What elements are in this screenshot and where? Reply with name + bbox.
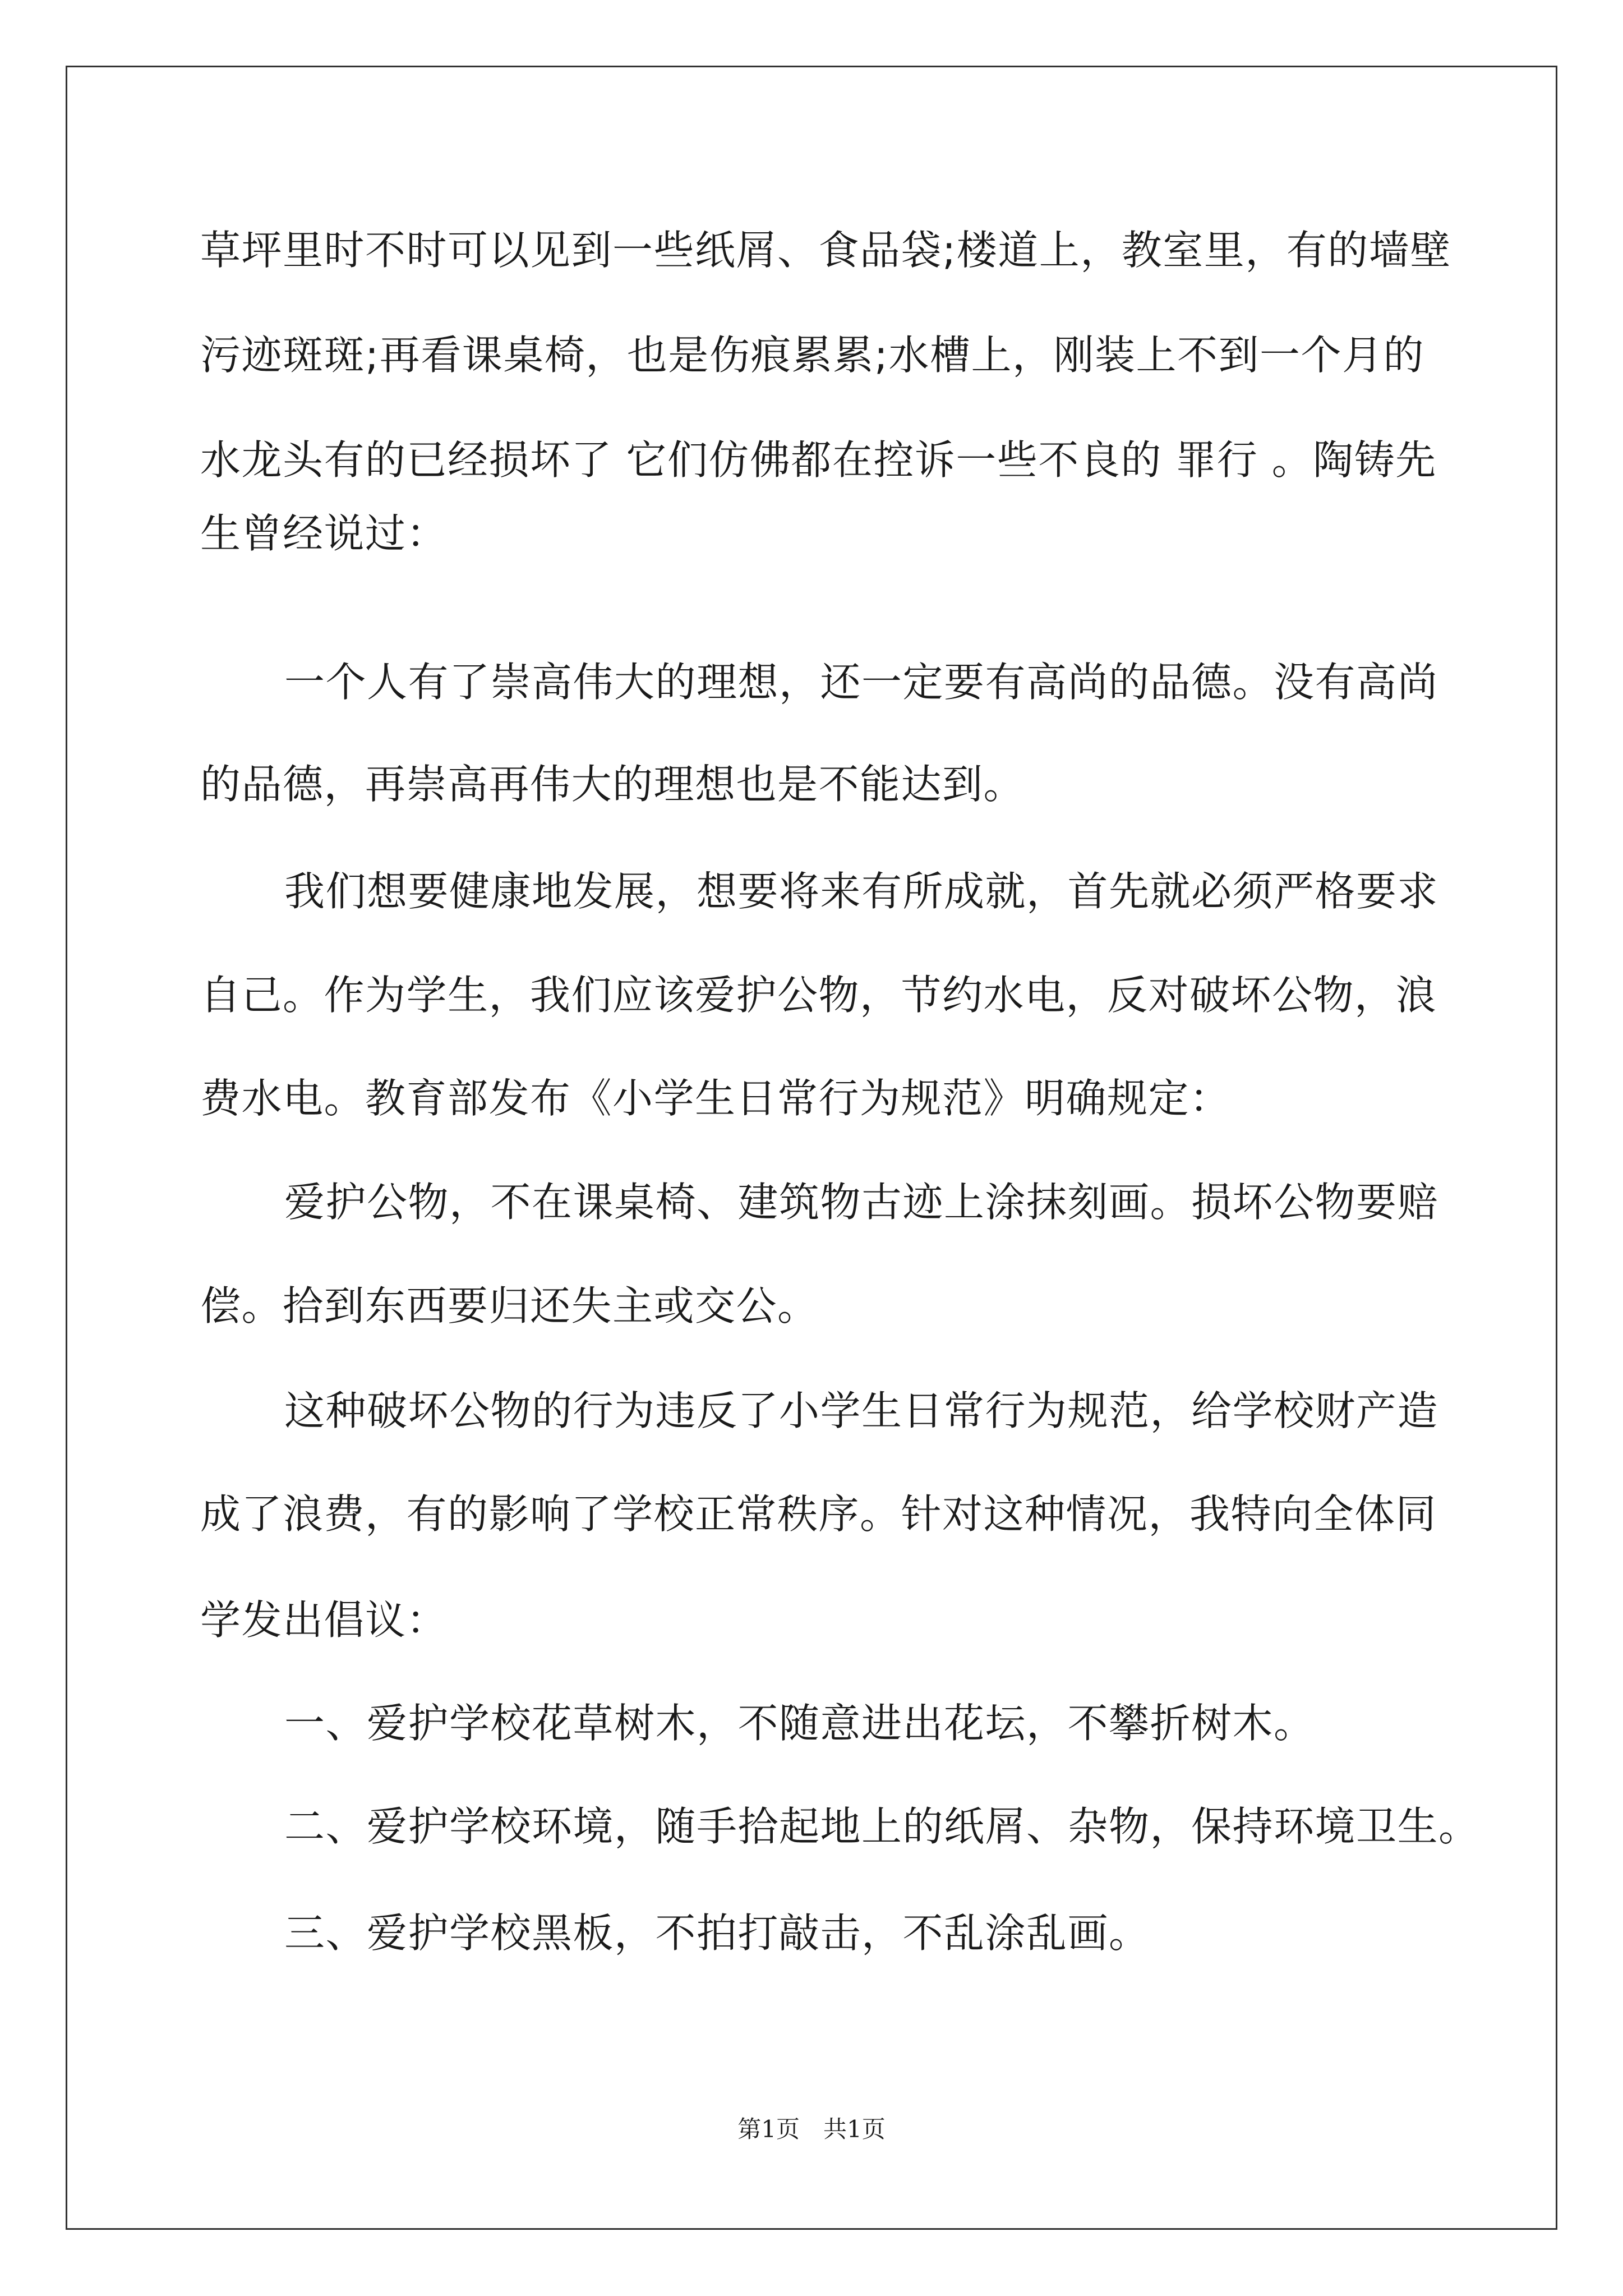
text-line: 二、爱护学校环境，随手拾起地上的纸屑、杂物，保持环境卫生。: [284, 1803, 1480, 1850]
text-line: 学发出倡议：: [200, 1596, 448, 1644]
text-line: 这种破坏公物的行为违反了小学生日常行为规范，给学校财产造: [284, 1387, 1439, 1434]
text-line: 偿。拾到东西要归还失主或交公。: [200, 1282, 819, 1329]
text-line: 水龙头有的已经损坏了 它们仿佛都在控诉一些不良的 罪行 。陶铸先: [200, 436, 1437, 484]
text-line: 成了浪费，有的影响了学校正常秩序。针对这种情况，我特向全体同: [200, 1490, 1437, 1538]
text-line: 费水电。教育部发布《小学生日常行为规范》明确规定：: [200, 1075, 1231, 1122]
text-line: 一、爱护学校花草树木，不随意进出花坛，不攀折树木。: [284, 1700, 1315, 1747]
text-line: 自己。作为学生，我们应该爱护公物，节约水电，反对破坏公物，浪: [200, 972, 1437, 1019]
text-line: 一个人有了崇高伟大的理想，还一定要有高尚的品德。没有高尚: [284, 659, 1439, 706]
text-line: 生曾经说过：: [200, 510, 448, 557]
text-line: 的品德，再崇高再伟大的理想也是不能达到。: [200, 761, 1025, 808]
page-number-footer: 第1页 共1页: [737, 2115, 886, 2143]
page-border: [66, 66, 1557, 2230]
text-line: 污迹斑斑;再看课桌椅，也是伤痕累累;水槽上，刚装上不到一个月的: [200, 332, 1425, 379]
text-line: 我们想要健康地发展，想要将来有所成就，首先就必须严格要求: [284, 868, 1439, 915]
text-line: 爱护公物，不在课桌椅、建筑物古迹上涂抹刻画。损坏公物要赔: [284, 1179, 1439, 1226]
text-line: 草坪里时不时可以见到一些纸屑、食品袋;楼道上，教室里，有的墙壁: [200, 227, 1451, 274]
text-line: 三、爱护学校黑板，不拍打敲击，不乱涂乱画。: [284, 1910, 1150, 1957]
